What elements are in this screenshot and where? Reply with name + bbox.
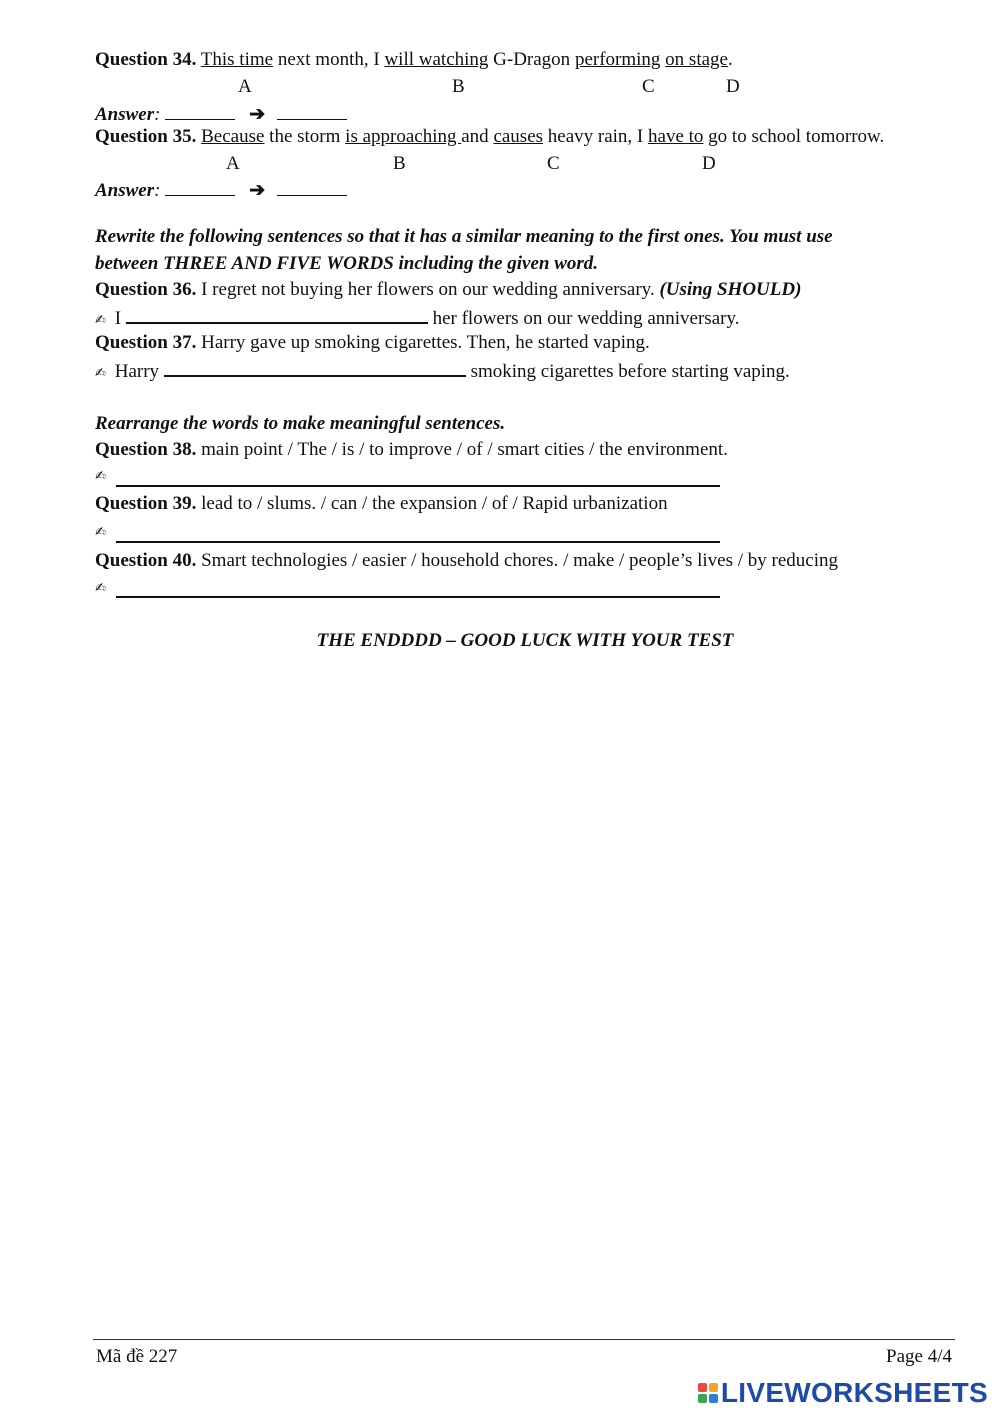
question-36-hint: (Using SHOULD)	[659, 279, 802, 300]
q34-letter-a: A	[238, 76, 252, 97]
q38-answer-line[interactable]	[116, 485, 720, 487]
q34-text: G-Dragon	[488, 49, 575, 70]
q40-answer-line[interactable]	[116, 596, 720, 598]
q35-letter-c: C	[547, 153, 560, 174]
question-37-prompt	[95, 332, 650, 354]
question-37-answer-row	[95, 361, 790, 383]
pen-icon: ✍	[95, 469, 106, 484]
q34-wrong-part-blank[interactable]	[165, 118, 235, 120]
q37-answer-start: Harry	[114, 361, 160, 382]
q40-pen	[95, 576, 110, 598]
q35-option-d-text: have to	[648, 126, 704, 147]
q39-answer-line[interactable]	[116, 541, 720, 543]
question-37-label: Question 37.	[95, 332, 197, 353]
q34-text: next month, I	[273, 49, 385, 70]
q35-wrong-part-blank[interactable]	[165, 194, 235, 196]
q35-letter-d: D	[702, 153, 716, 174]
exam-code: Mã đề 227	[96, 1346, 178, 1367]
question-39-label: Question 39.	[95, 493, 197, 514]
brand-name: LIVEWORKSHEETS	[720, 1377, 988, 1408]
rewrite-instruction-line-1: Rewrite the following sentences so that it has a similar meaning to the first ones. You must use	[95, 226, 833, 247]
page-number: Page 4/4	[886, 1346, 952, 1367]
q34-option-a-text: This time	[200, 49, 274, 70]
q35-option-a-text: Because	[201, 126, 265, 147]
rearrange-instruction: Rearrange the words to make meaningful sentences.	[95, 413, 506, 434]
q35-answer-row	[95, 179, 347, 202]
pen-icon: ✍	[95, 525, 106, 540]
question-40-label: Question 40.	[95, 550, 197, 571]
q35-text: the storm	[264, 126, 346, 147]
pen-icon: ✍	[95, 313, 106, 328]
question-38-prompt	[95, 439, 728, 461]
q35-letter-a: A	[226, 153, 240, 174]
logo-square-2	[709, 1383, 718, 1392]
q35-answer-colon: :	[154, 180, 161, 201]
q39-pen	[95, 520, 110, 542]
liveworksheets-logo[interactable]	[698, 1377, 988, 1409]
question-38-label: Question 38.	[95, 439, 197, 460]
q35-text: heavy rain, I	[543, 126, 649, 147]
q34-answer-colon: :	[154, 104, 161, 125]
question-40-prompt	[95, 550, 838, 572]
q34-answer-label: Answer	[95, 104, 155, 125]
question-36-answer-row	[95, 308, 739, 330]
question-34-sentence	[95, 49, 733, 71]
footer-divider	[93, 1339, 955, 1340]
question-36-prompt	[95, 279, 801, 301]
q35-correction-blank[interactable]	[277, 194, 347, 196]
q34-answer-row	[95, 103, 347, 126]
question-35-label: Question 35.	[95, 126, 197, 147]
q35-text: and	[461, 126, 494, 147]
q34-option-c-text: performing	[574, 49, 661, 70]
q34-text: .	[727, 49, 733, 70]
question-38-text: main point / The / is / to improve / of / smart cities / the environment.	[196, 439, 728, 460]
arrow-icon: ➔	[249, 104, 266, 125]
pen-icon: ✍	[95, 366, 106, 381]
q35-answer-label: Answer	[95, 180, 155, 201]
q35-text: go to school tomorrow.	[703, 126, 885, 147]
question-36-text: I regret not buying her flowers on our wedding anniversary.	[196, 279, 660, 300]
question-36-label: Question 36.	[95, 279, 197, 300]
q34-option-d-text: on stage	[665, 49, 728, 70]
pen-icon: ✍	[95, 581, 106, 596]
q35-option-b-text: is approaching	[345, 126, 462, 147]
question-34-label: Question 34.	[95, 49, 197, 70]
q35-option-c-text: causes	[493, 126, 544, 147]
question-37-text: Harry gave up smoking cigarettes. Then, he started vaping.	[196, 332, 650, 353]
q34-option-b-text: will watching	[384, 49, 489, 70]
q37-answer-end: smoking cigarettes before starting vaping.	[470, 361, 790, 382]
closing-message: THE ENDDDD – GOOD LUCK WITH YOUR TEST	[316, 630, 734, 651]
question-40-text: Smart technologies / easier / household chores. / make / people’s lives / by reducing	[196, 550, 838, 571]
logo-square-3	[698, 1394, 707, 1403]
q36-answer-start: I	[114, 308, 122, 329]
logo-square-4	[709, 1394, 718, 1403]
q34-correction-blank[interactable]	[277, 118, 347, 120]
rewrite-instruction-line-2: between THREE AND FIVE WORDS including the given word.	[95, 253, 599, 274]
arrow-icon: ➔	[249, 180, 266, 201]
q35-letter-b: B	[393, 153, 406, 174]
q34-letter-c: C	[642, 76, 655, 97]
logo-icon	[698, 1383, 718, 1403]
question-35-sentence	[95, 126, 884, 148]
question-39-prompt	[95, 493, 668, 515]
q37-answer-blank[interactable]	[164, 374, 466, 377]
question-39-text: lead to / slums. / can / the expansion / of / Rapid urbanization	[196, 493, 668, 514]
q36-answer-blank[interactable]	[126, 321, 428, 324]
q36-answer-end: her flowers on our wedding anniversary.	[432, 308, 740, 329]
logo-square-1	[698, 1383, 707, 1392]
q34-letter-b: B	[452, 76, 465, 97]
q34-letter-d: D	[726, 76, 740, 97]
q38-pen	[95, 464, 110, 486]
